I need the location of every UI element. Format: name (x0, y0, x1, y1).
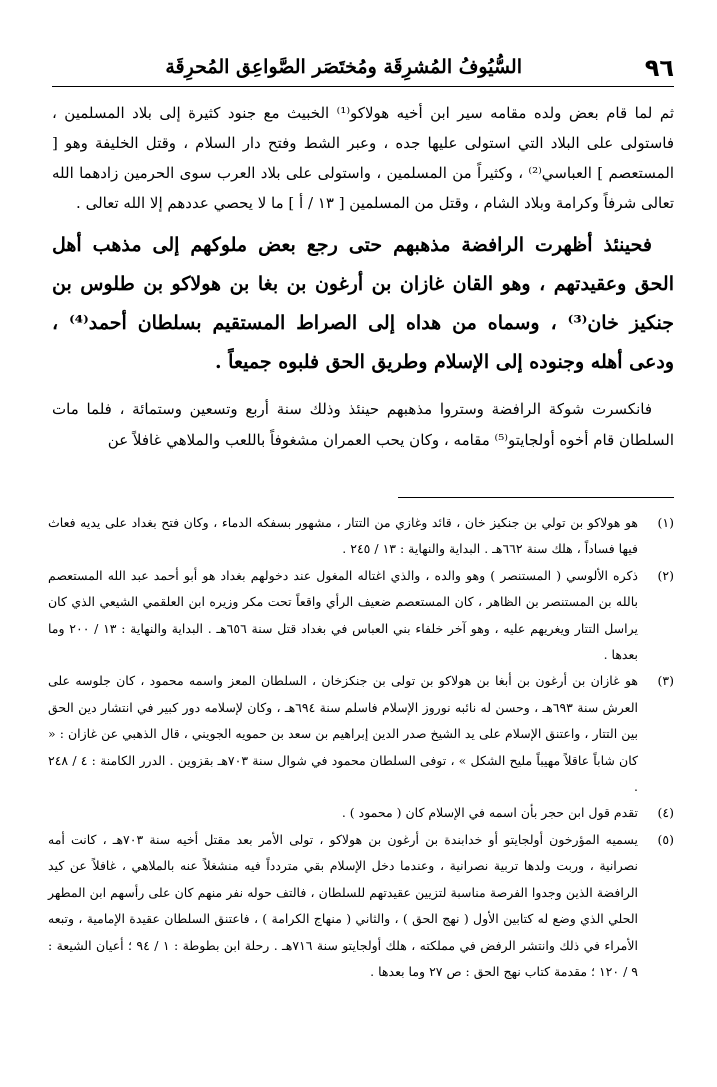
footnote-separator (398, 497, 674, 498)
footnote-3 (48, 668, 674, 800)
footnote-text: تقدم قول ابن حجر بأن اسمه في الإسلام كان ( محمود ) . (341, 805, 638, 821)
footnote-4 (48, 800, 674, 826)
main-text (52, 98, 674, 456)
footnote-number: (٥) (657, 831, 674, 847)
paragraph-2: فحينئذ أظهرت الرافضة مذهبهم حتى رجع بعض ملوكهم إلى مذهب أهل الحق وعقيدتهم ، وهو القان غازان بن أرغون بن بغا بن هولاكو بن طلوس بن جنكيز خان⁽³⁾ ، وسماه من هداه إلى الصراط المستقيم بسلطان أحمد⁽⁴⁾ ، ودعى أهله وجنوده إلى الإسلام وطريق الحق فلبوه جميعاً . (52, 234, 674, 373)
footnote-number: (٣) (657, 673, 674, 689)
footnote-1 (48, 510, 674, 563)
page-number: ٩٦ (644, 54, 674, 82)
footnote-number: (٢) (657, 567, 674, 583)
paragraph-3: فانكسرت شوكة الرافضة وستروا مذهبهم حينئذ وذلك سنة أربع وتسعين وستمائة ، فلما مات السلطان قام أخوه أولجايتو⁽⁵⁾ مقامه ، وكان يحب العمران مشغوفاً باللعب والملاهي غافلاً عن (52, 400, 674, 449)
footnote-text: ذكره الألوسي ( المستنصر ) وهو والده ، والذي اغتاله المغول عند دخولهم بغداد هو أبو أحمد عبد الله المستعصم بالله بن المستنصر بن الظاهر ، كان المستعصم ضعيف الرأي واقعاً تحت مكر وزيره ابن العلقمي الشيعي الذي كان يراسل التتار ويغريهم عليه ، وهو آخر خلفاء بني العباس في بغداد قتل سنة ٦٥٦هـ . البداية والنهاية : ١٣ / ٢٠٠ وما بعدها . (48, 567, 638, 663)
footnote-text: يسميه المؤرخون أولجايتو أو خدابندة بن أرغون بن هولاكو ، تولى الأمر بعد مقتل أخيه سنة ٧٠٣هـ ، كانت أمه نصرانية ، وربت ولدها تربية نصرانية ، وعندما دخل الإسلام بقي متردداً فيه منشغلاً عنه بالملاهي ، غافلاً عن كيد الرافضة الذين وجدوا الفرصة مناسبة لتزيين عقيدتهم للسلطان ، فالتف حوله نفر منهم كان على رأسهم ابن المطهر الحلي الذي وضع له كتابين الأول ( نهج الحق ) ، والثاني ( منهاج الكرامة ) ، فاعتنق السلطان عقيدة الإمامية ، وتبعه الأمراء في ذلك وانتشر الرفض في مملكته ، هلك أولجايتو سنة ٧١٦هـ . رحلة ابن بطوطة : ١ / ٩٤ ؛ أعيان الشيعة : ٩ / ١٢٠ ؛ مقدمة كتاب نهج الحق : ص ٢٧ وما بعدها . (48, 831, 638, 979)
footnote-text: هو غازان بن أرغون بن أبغا بن هولاكو بن تولى بن جنكزخان ، السلطان المعز واسمه محمود ، كان جلوسه على العرش سنة ٦٩٣هـ ، وحسن له نائبه نوروز الإسلام فاسلم سنة ٦٩٤هـ ، وكان لإسلامه دور كبير في انتشار دين الحق بين التتار ، واعتنق الإسلام على يد الشيخ صدر الدين إبراهيم بن سعد بن حمويه الجويني ، قال الذهبي عن غازان : « كان شاباً عاقلاً مهيباً مليح الشكل » ، توفى السلطان محمود في شوال سنة ٧٠٣هـ بقزوين . الدرر الكامنة : ٤ / ٢٤٨ . (48, 673, 638, 795)
paragraph-1: ثم لما قام بعض ولده مقامه سير ابن أخيه هولاكو⁽¹⁾ الخبيث مع جنود كثيرة إلى بلاد المسلمين ، فاستولى على البلاد التي استولى عليها جده ، وعبر الشط وفتح دار السلام ، وقتل الخليفة وهو [ المستعصم ] العباسي⁽²⁾ ، وكثيراً من المسلمين ، واستولى على بلاد العرب سوى الحرمين زادهما الله تعالى شرفاً وكرامة وبلاد الشام ، وقتل من المسلمين [ ١٣ / أ ] ما لا يحصي عددهم إلا الله تعالى . (52, 104, 674, 212)
running-title: السُّيُوفُ المُشرِقَة ومُختَصَر الصَّواعِق المُحرِقَة (165, 56, 522, 78)
footnote-2 (48, 563, 674, 669)
footnote-text: هو هولاكو بن تولي بن جنكيز خان ، قائد وغازي من التتار ، مشهور بسفكه الدماء ، وكان فتح بغداد على يديه فعاث فيها فساداً ، هلك سنة ٦٦٢هـ . البداية والنهاية : ١٣ / ٢٤٥ . (48, 515, 638, 557)
page-header (52, 50, 674, 92)
footnotes (48, 510, 674, 985)
footnote-number: (١) (657, 515, 674, 530)
footnote-number: (٤) (657, 805, 674, 821)
header-rule (52, 86, 674, 87)
footnote-5 (48, 827, 674, 985)
